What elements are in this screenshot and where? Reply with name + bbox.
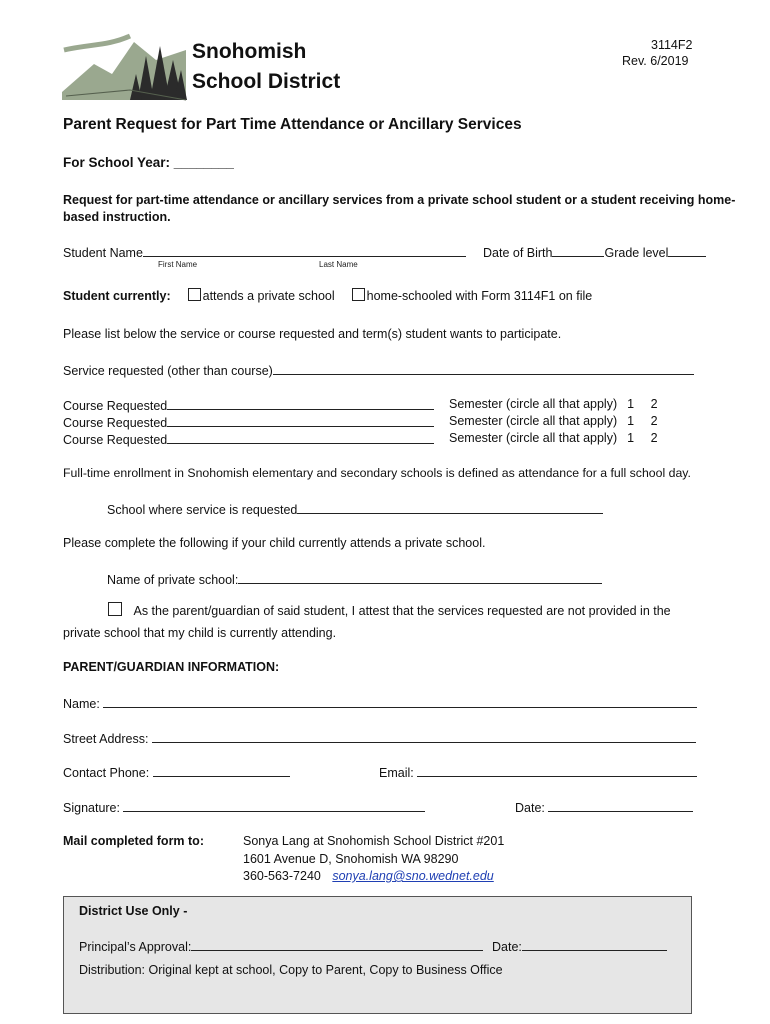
principal-approval-row <box>79 938 483 954</box>
dob-field[interactable] <box>552 244 604 257</box>
semester-1-option[interactable]: 1 <box>627 414 635 428</box>
fulltime-note: Full-time enrollment in Snohomish elementary and secondary schools is defined as attendance for a full school day. <box>63 466 691 480</box>
district-use-heading: District Use Only - <box>79 904 188 918</box>
school-service-field[interactable] <box>297 501 603 514</box>
course-row <box>63 397 434 413</box>
course-field[interactable] <box>167 414 434 427</box>
parent-name-row <box>63 695 697 711</box>
attest-line1: As the parent/guardian of said student, I attest that the services requested are not provided in the <box>133 604 671 618</box>
school-service-label: School where service is requested <box>107 503 298 517</box>
course-label: Course Requested <box>63 399 168 413</box>
semester-label: Semester (circle all that apply) <box>449 431 618 445</box>
last-name-caption: Last Name <box>319 260 358 269</box>
page-title: Parent Request for Part Time Attendance or Ancillary Services <box>63 116 522 133</box>
signature-row <box>63 799 425 815</box>
semester-1-option[interactable]: 1 <box>627 397 635 411</box>
mail-email-link[interactable]: sonya.lang@sno.wednet.edu <box>332 869 494 883</box>
school-year-blank[interactable]: ________ <box>173 155 234 170</box>
attest-checkbox[interactable] <box>108 602 122 616</box>
email-field[interactable] <box>417 764 697 777</box>
form-number: 3114F2 <box>651 38 693 52</box>
student-name-row <box>63 244 466 260</box>
parent-heading: PARENT/GUARDIAN INFORMATION: <box>63 660 280 674</box>
attest-row <box>108 602 671 618</box>
district-date-label: Date: <box>492 940 522 954</box>
parent-name-label: Name: <box>63 697 100 711</box>
first-name-caption: First Name <box>158 260 198 269</box>
private-school-name-label: Name of private school: <box>107 573 239 587</box>
course-field[interactable] <box>167 431 434 444</box>
dob-label: Date of Birth <box>483 246 553 260</box>
contact-phone-row <box>63 764 290 780</box>
signature-date-field[interactable] <box>548 799 693 812</box>
home-schooled-option: home-schooled with Form 3114F1 on file <box>366 289 593 303</box>
student-currently-row <box>63 288 592 303</box>
street-address-field[interactable] <box>152 730 696 743</box>
street-address-row <box>63 730 696 746</box>
student-name-label: Student Name <box>63 246 143 260</box>
distribution-text: Distribution: Original kept at school, Copy to Parent, Copy to Business Office <box>79 963 503 977</box>
private-school-name-field[interactable] <box>238 571 602 584</box>
private-school-checkbox[interactable] <box>188 288 201 301</box>
mail-line2: 1601 Avenue D, Snohomish WA 98290 <box>243 852 459 866</box>
mountain-trees-icon <box>60 30 188 104</box>
revision-date: Rev. 6/2019 <box>622 54 689 68</box>
course-row <box>63 414 434 430</box>
semester-2-option[interactable]: 2 <box>650 414 658 428</box>
signature-date-row <box>515 799 693 815</box>
semester-1-option[interactable]: 1 <box>627 431 635 445</box>
principal-approval-label: Principal’s Approval: <box>79 940 192 954</box>
school-year-label: For School Year: <box>63 155 171 170</box>
course-label: Course Requested <box>63 416 168 430</box>
mail-phone: 360-563-7240 <box>243 869 321 883</box>
contact-phone-label: Contact Phone: <box>63 766 150 780</box>
course-semester <box>449 431 664 445</box>
grade-field[interactable] <box>668 244 706 257</box>
course-semester <box>449 414 664 428</box>
parent-name-field[interactable] <box>103 695 697 708</box>
semester-label: Semester (circle all that apply) <box>449 397 618 411</box>
private-school-note: Please complete the following if your child currently attends a private school. <box>63 536 486 550</box>
signature-date-label: Date: <box>515 801 545 815</box>
service-requested-label: Service requested (other than course) <box>63 364 273 378</box>
semester-label: Semester (circle all that apply) <box>449 414 618 428</box>
district-logo <box>60 30 188 104</box>
school-year-row <box>63 155 234 170</box>
contact-phone-field[interactable] <box>153 764 290 777</box>
district-name-line1: Snohomish <box>192 40 307 63</box>
semester-2-option[interactable]: 2 <box>650 397 658 411</box>
email-row <box>379 764 697 780</box>
intro-line1: Request for part-time attendance or ancillary services from a private school student or a student receiving home- <box>63 193 736 207</box>
district-name-line2: School District <box>192 70 341 93</box>
course-row <box>63 431 434 447</box>
grade-label: Grade level <box>604 246 669 260</box>
attest-line2: private school that my child is currently attending. <box>63 626 337 640</box>
student-name-field[interactable] <box>143 244 466 257</box>
street-address-label: Street Address: <box>63 732 149 746</box>
signature-label: Signature: <box>63 801 120 815</box>
district-date-field[interactable] <box>522 938 667 951</box>
instructions-text: Please list below the service or course requested and term(s) student wants to participate. <box>63 327 562 341</box>
service-requested-field[interactable] <box>273 362 694 375</box>
principal-approval-field[interactable] <box>191 938 483 951</box>
school-service-row <box>107 501 603 517</box>
private-school-option: attends a private school <box>202 289 335 303</box>
course-semester <box>449 397 664 411</box>
district-date-row <box>492 938 667 954</box>
service-requested-row <box>63 362 694 378</box>
mail-line1: Sonya Lang at Snohomish School District #201 <box>243 834 505 848</box>
email-label: Email: <box>379 766 414 780</box>
course-field[interactable] <box>167 397 434 410</box>
semester-2-option[interactable]: 2 <box>650 431 658 445</box>
mail-contact-row <box>243 869 494 883</box>
course-label: Course Requested <box>63 433 168 447</box>
signature-field[interactable] <box>123 799 425 812</box>
dob-grade-row <box>483 244 706 260</box>
private-school-name-row <box>107 571 602 587</box>
mail-label: Mail completed form to: <box>63 834 204 848</box>
intro-line2: based instruction. <box>63 210 171 224</box>
student-currently-label: Student currently: <box>63 289 171 303</box>
home-schooled-checkbox[interactable] <box>352 288 365 301</box>
